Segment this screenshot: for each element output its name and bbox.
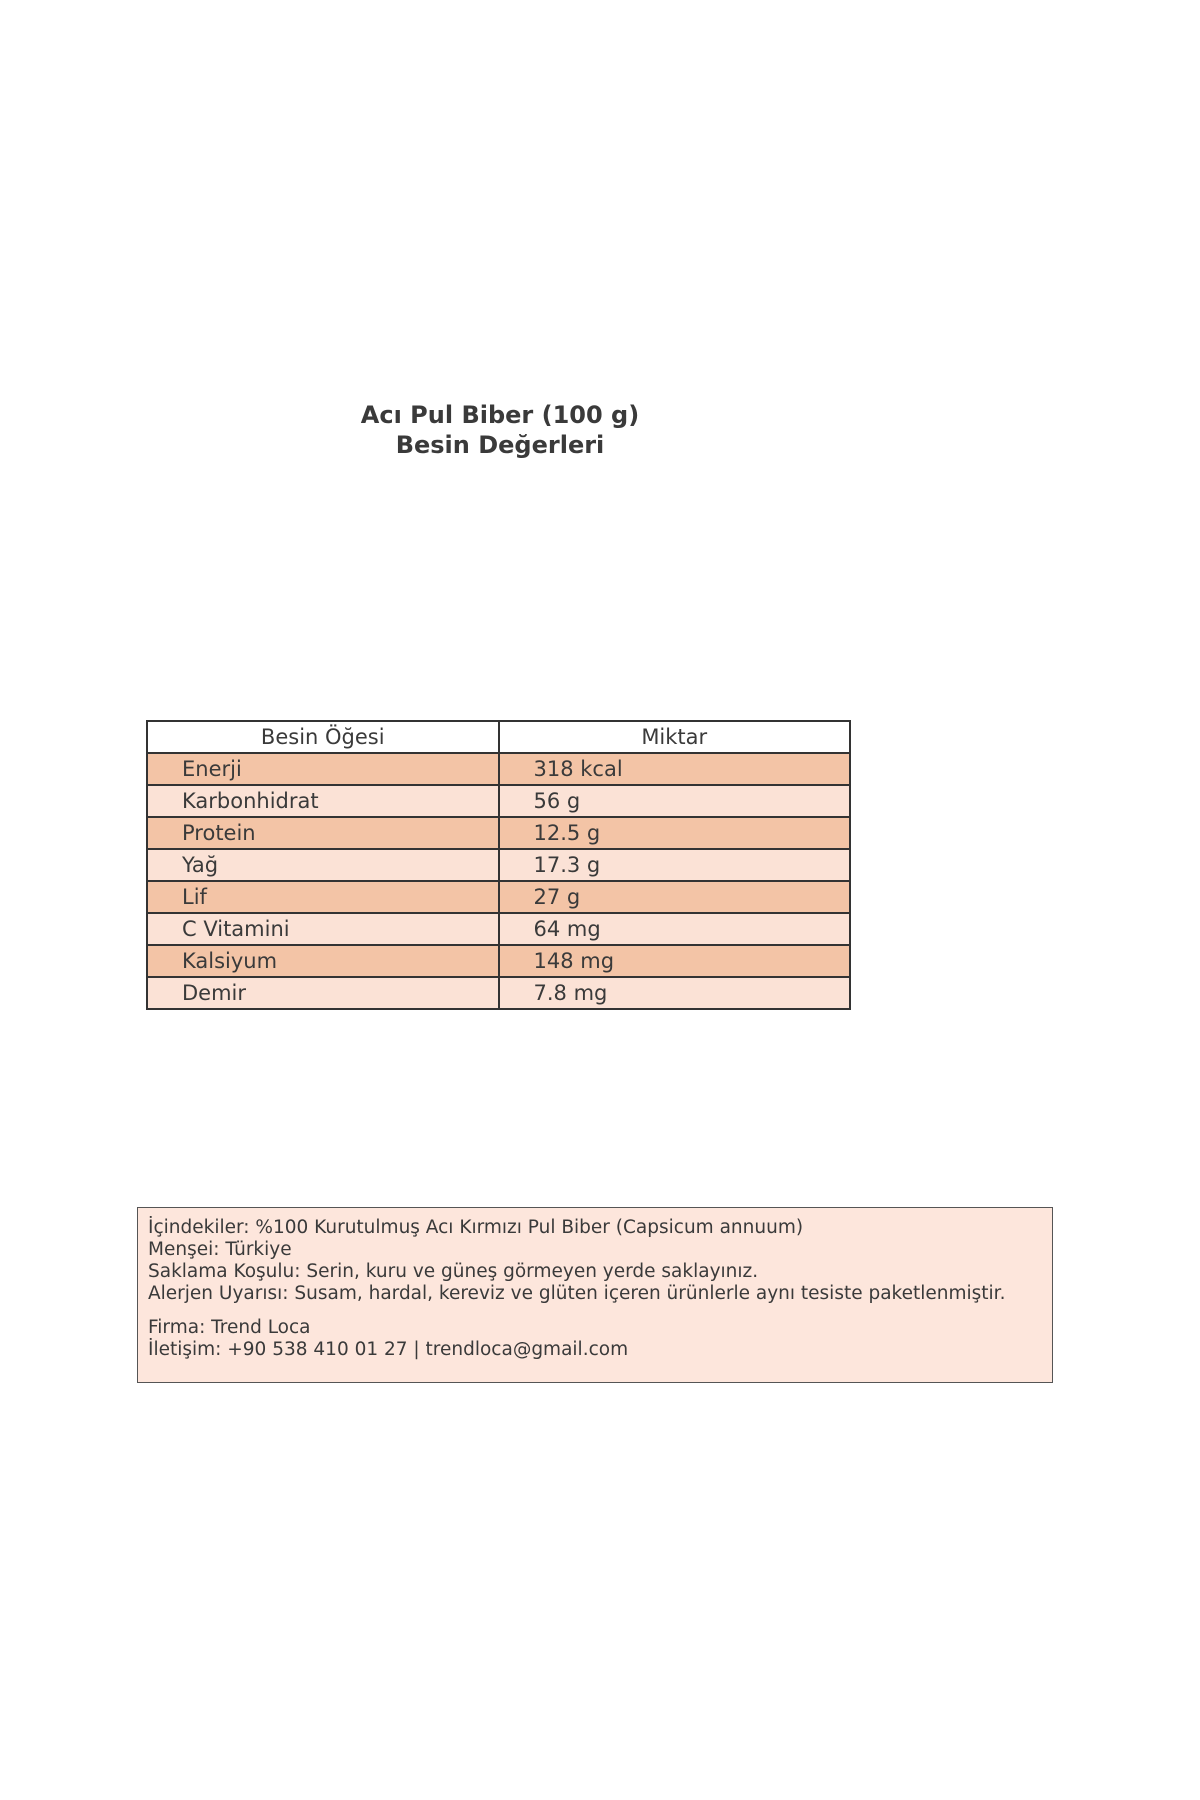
ingredients-text: İçindekiler: %100 Kurutulmuş Acı Kırmızı Pul Biber (Capsicum annuum)	[148, 1217, 804, 1238]
table-header-row	[147, 721, 850, 753]
product-info-box	[137, 1207, 1053, 1383]
nutrient-cell: Protein	[147, 817, 499, 849]
table-row	[147, 977, 850, 1009]
table-row	[147, 849, 850, 881]
allergen-text: Alerjen Uyarısı: Susam, hardal, kereviz ve glüten içeren ürünlerle aynı tesiste paketlenmiştir.	[148, 1283, 1006, 1304]
nutrient-cell: Lif	[147, 881, 499, 913]
origin-text: Menşei: Türkiye	[148, 1239, 292, 1260]
amount-cell: 12.5 g	[499, 817, 851, 849]
storage-text: Saklama Koşulu: Serin, kuru ve güneş görmeyen yerde saklayınız.	[148, 1261, 759, 1282]
column-header-nutrient: Besin Öğesi	[147, 721, 499, 753]
nutrient-cell: Yağ	[147, 849, 499, 881]
amount-cell: 56 g	[499, 785, 851, 817]
table-row	[147, 913, 850, 945]
column-header-amount: Miktar	[499, 721, 851, 753]
amount-cell: 17.3 g	[499, 849, 851, 881]
company-text: Firma: Trend Loca	[148, 1317, 311, 1338]
nutrient-cell: C Vitamini	[147, 913, 499, 945]
title-line-product: Acı Pul Biber (100 g)	[360, 401, 640, 429]
nutrient-cell: Enerji	[147, 753, 499, 785]
amount-cell: 64 mg	[499, 913, 851, 945]
nutrient-cell: Demir	[147, 977, 499, 1009]
table-row	[147, 753, 850, 785]
amount-cell: 318 kcal	[499, 753, 851, 785]
page-title	[300, 400, 700, 460]
table-row	[147, 945, 850, 977]
title-line-subtitle: Besin Değerleri	[395, 431, 605, 459]
amount-cell: 7.8 mg	[499, 977, 851, 1009]
table-row	[147, 817, 850, 849]
table-row	[147, 881, 850, 913]
nutrition-table	[146, 720, 851, 1010]
nutrient-cell: Kalsiyum	[147, 945, 499, 977]
amount-cell: 148 mg	[499, 945, 851, 977]
contact-text: İletişim: +90 538 410 01 27 | trendloca@gmail.com	[148, 1339, 629, 1360]
table-row	[147, 785, 850, 817]
amount-cell: 27 g	[499, 881, 851, 913]
nutrient-cell: Karbonhidrat	[147, 785, 499, 817]
